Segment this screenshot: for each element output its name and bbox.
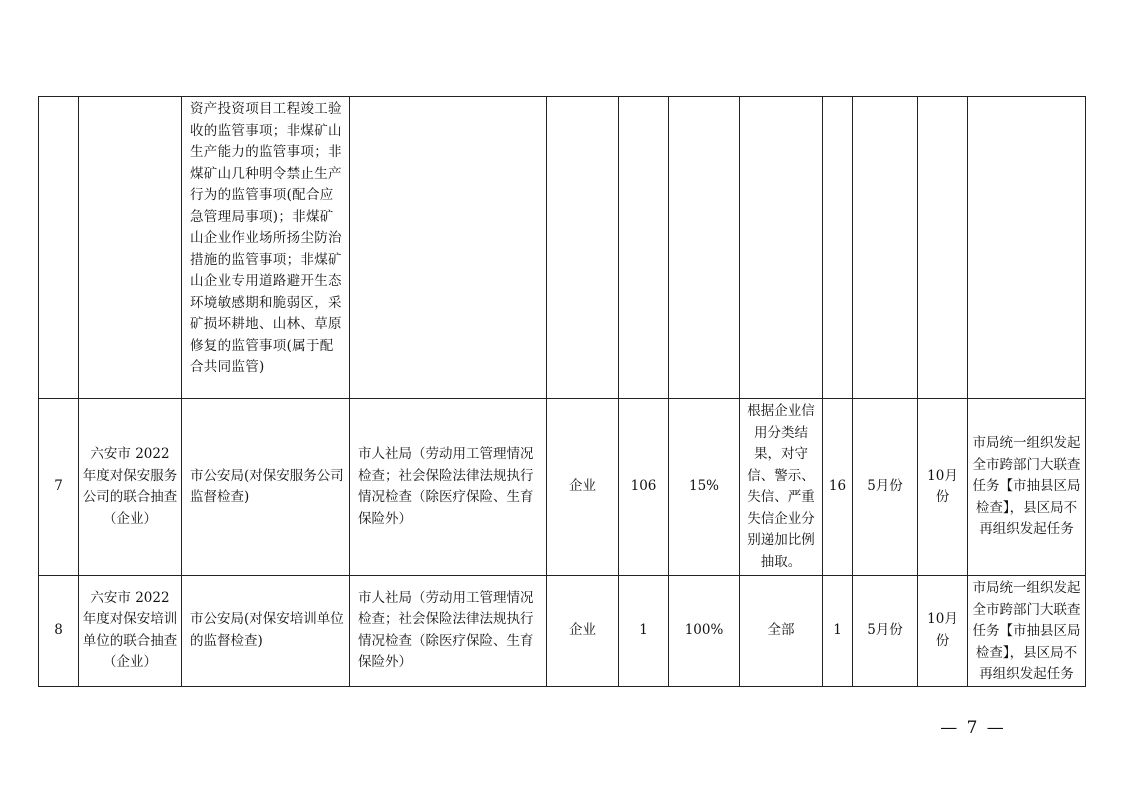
cell-note: 市局统一组织发起全市跨部门大联查任务【市抽县区局检查】，县区局不再组织发起任务 bbox=[968, 576, 1086, 687]
cell-joint-department: 市人社局（劳动用工管理情况检查；社会保险法律法规执行情况检查（除医疗保险、生育保险外） bbox=[350, 576, 547, 687]
cell-task bbox=[79, 97, 182, 399]
cell-ratio: 15% bbox=[669, 399, 740, 576]
cell-check-count bbox=[823, 97, 853, 399]
cell-object-type: 企业 bbox=[547, 399, 619, 576]
cell-no: 8 bbox=[39, 576, 79, 687]
cell-start-time: 5月份 bbox=[853, 399, 918, 576]
cell-end-time bbox=[918, 97, 968, 399]
cell-joint-department bbox=[350, 97, 547, 399]
page-number: — 7 — bbox=[940, 718, 1006, 738]
cell-method bbox=[740, 97, 823, 399]
cell-object-count: 106 bbox=[619, 399, 669, 576]
cell-check-count: 1 bbox=[823, 576, 853, 687]
cell-start-time: 5月份 bbox=[853, 576, 918, 687]
cell-lead-department: 市公安局(对保安培训单位的监督检查) bbox=[182, 576, 350, 687]
cell-object-count bbox=[619, 97, 669, 399]
cell-joint-department: 市人社局（劳动用工管理情况检查；社会保险法律法规执行情况检查（除医疗保险、生育保险外） bbox=[350, 399, 547, 576]
cell-check-count: 16 bbox=[823, 399, 853, 576]
cell-end-time: 10月份 bbox=[918, 399, 968, 576]
inspection-plan-table bbox=[38, 96, 1086, 687]
cell-lead-department: 市公安局(对保安服务公司监督检查) bbox=[182, 399, 350, 576]
cell-object-count: 1 bbox=[619, 576, 669, 687]
cell-ratio: 100% bbox=[669, 576, 740, 687]
table-row bbox=[39, 576, 1086, 687]
cell-note bbox=[968, 97, 1086, 399]
cell-method: 全部 bbox=[740, 576, 823, 687]
cell-no bbox=[39, 97, 79, 399]
cell-method: 根据企业信用分类结果，对守信、警示、失信、严重失信企业分别递加比例抽取。 bbox=[740, 399, 823, 576]
cell-task: 六安市 2022 年度对保安服务公司的联合抽查（企业） bbox=[79, 399, 182, 576]
cell-no: 7 bbox=[39, 399, 79, 576]
table-row bbox=[39, 399, 1086, 576]
cell-note: 市局统一组织发起全市跨部门大联查任务【市抽县区局检查】，县区局不再组织发起任务 bbox=[968, 399, 1086, 576]
table-row-continuation bbox=[39, 97, 1086, 399]
cell-task: 六安市 2022 年度对保安培训单位的联合抽查（企业） bbox=[79, 576, 182, 687]
cell-inspection-scope: 资产投资项目工程竣工验收的监管事项；非煤矿山生产能力的监管事项；非煤矿山几种明令禁止生产行为的监管事项(配合应急管理局事项)；非煤矿山企业作业场所扬尘防治措施的监管事项；非煤矿山企业专用道路避开生态环境敏感期和脆弱区，采矿损坏耕地、山林、草原修复的监管事项(属于配合共同监管) bbox=[182, 97, 350, 399]
cell-end-time: 10月份 bbox=[918, 576, 968, 687]
cell-start-time bbox=[853, 97, 918, 399]
cell-object-type bbox=[547, 97, 619, 399]
cell-ratio bbox=[669, 97, 740, 399]
cell-object-type: 企业 bbox=[547, 576, 619, 687]
